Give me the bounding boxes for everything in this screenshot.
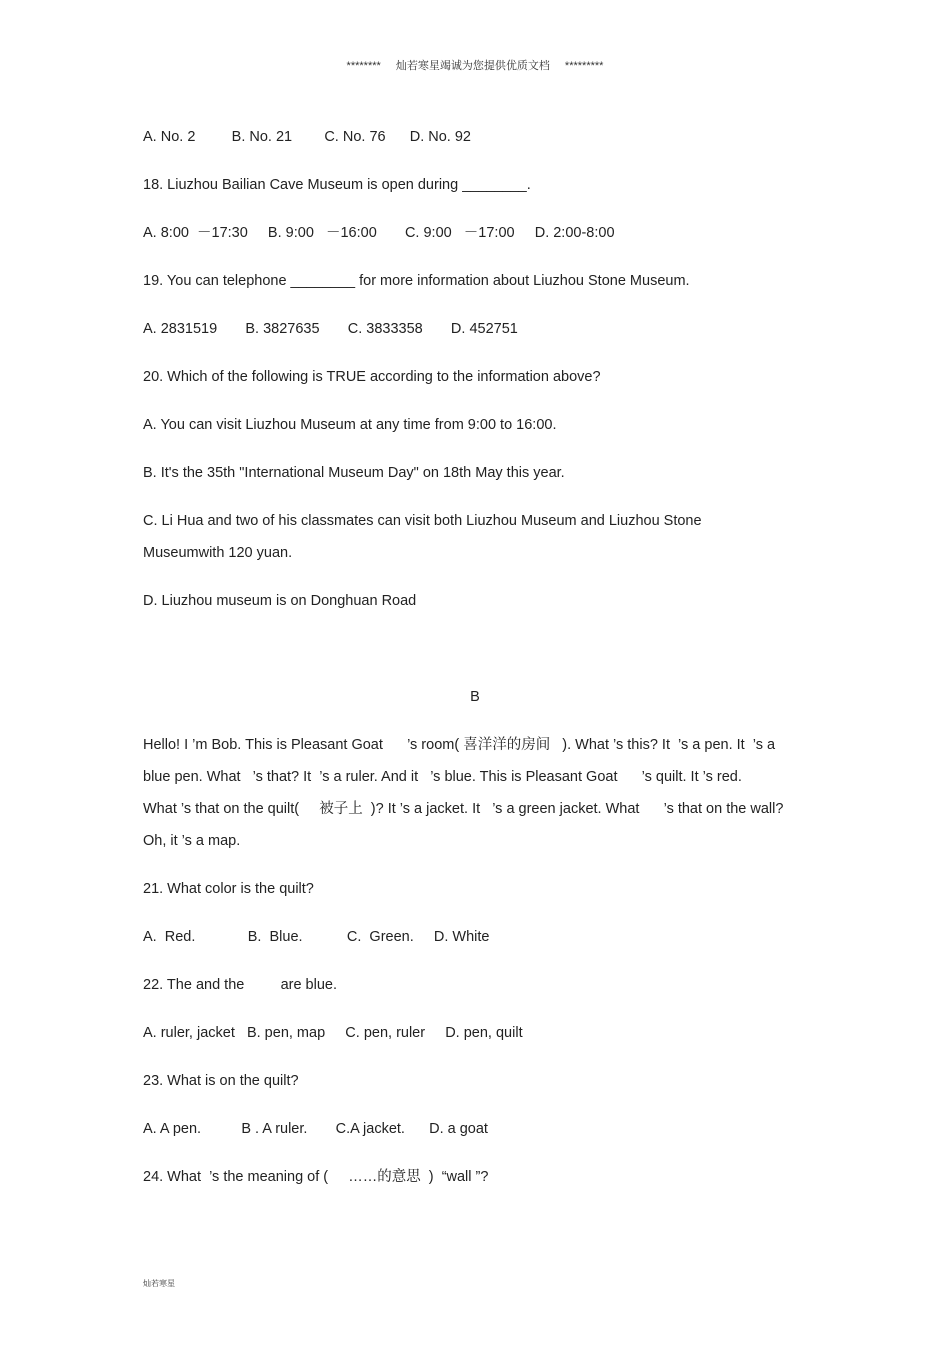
options-q21: A. Red. B. Blue. C. Green. D. White (143, 929, 490, 945)
question-24: 24. What ’s the meaning of ( ……的意思 ) “wall ”? (143, 1169, 489, 1185)
passage-line-3: What ’s that on the quilt( 被子上 )? It ’s a jacket. It ’s a green jacket. What ’s that on the wall? (143, 801, 784, 817)
page-header (0, 57, 950, 73)
header-title: 灿若寒星竭诚为您提供优质文档 (395, 60, 550, 72)
options-q19: A. 2831519 B. 3827635 C. 3833358 D. 452751 (143, 321, 518, 337)
question-23: 23. What is on the quilt? (143, 1073, 299, 1089)
header-left-stars: ******** (346, 60, 381, 72)
option-20a: A. You can visit Liuzhou Museum at any time from 9:00 to 16:00. (143, 417, 557, 433)
passage-line-4: Oh, it ’s a map. (143, 833, 241, 849)
option-20d: D. Liuzhou museum is on Donghuan Road (143, 593, 417, 609)
passage-line-1: Hello! I ’m Bob. This is Pleasant Goat ’s room( 喜洋洋的房间 ). What ’s this? It ’s a pen. It ’s a (143, 737, 776, 753)
question-19: 19. You can telephone ________ for more information about Liuzhou Stone Museum. (143, 273, 690, 289)
options-q18: A. 8:00 －17:30 B. 9:00 －16:00 C. 9:00 －17:00 D. 2:00-8:00 (143, 225, 615, 241)
options-q22: A. ruler, jacket B. pen, map C. pen, ruler D. pen, quilt (143, 1025, 523, 1041)
passage-line-2: blue pen. What ’s that? It ’s a ruler. And it ’s blue. This is Pleasant Goat ’s quilt. It ’s red. (143, 769, 742, 785)
section-label: B (470, 689, 480, 705)
header-right-stars: ********* (564, 60, 604, 72)
page-footer: 灿若寒星 (143, 1279, 175, 1288)
options-q23: A. A pen. B . A ruler. C.A jacket. D. a goat (143, 1121, 488, 1137)
question-22: 22. The and the are blue. (143, 977, 338, 993)
option-20c-line2: Museumwith 120 yuan. (143, 545, 293, 561)
question-20: 20. Which of the following is TRUE according to the information above? (143, 369, 601, 385)
options-q17: A. No. 2 B. No. 21 C. No. 76 D. No. 92 (143, 129, 471, 145)
question-18: 18. Liuzhou Bailian Cave Museum is open during ________. (143, 177, 531, 193)
option-20b: B. It's the 35th "International Museum Day" on 18th May this year. (143, 465, 565, 481)
option-20c-line1: C. Li Hua and two of his classmates can visit both Liuzhou Museum and Liuzhou Stone (143, 513, 702, 529)
question-21: 21. What color is the quilt? (143, 881, 314, 897)
